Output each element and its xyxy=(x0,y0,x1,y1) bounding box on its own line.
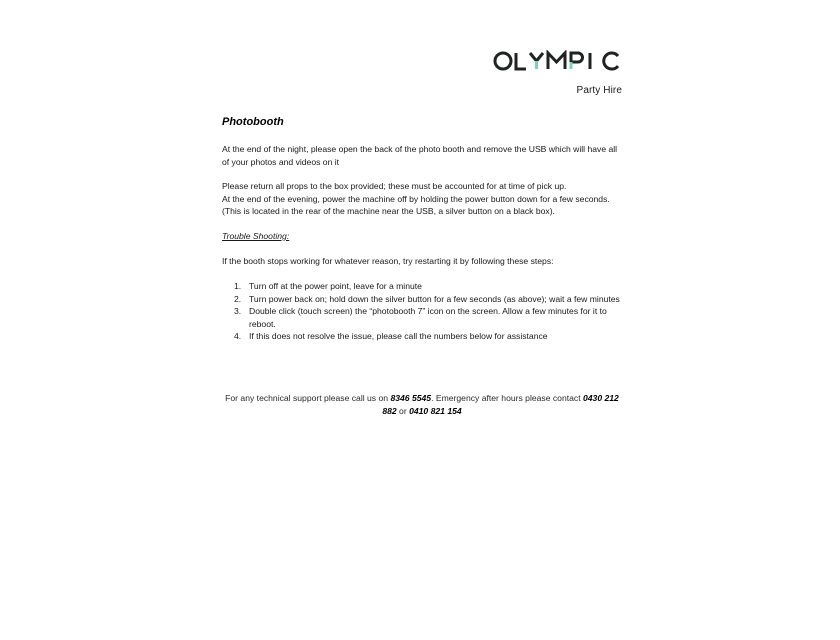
footer-text-or: or xyxy=(396,405,410,416)
paragraph-power-off: At the end of the evening, power the machine off by holding the power button down for a few seconds. (This is located in the rear of the machine near the USB, a silver button on a black box). xyxy=(222,193,610,216)
paragraph-usb: At the end of the night, please open the back of the photo booth and remove the USB which will have all of your photos and videos on it xyxy=(222,144,618,167)
troubleshooting-steps xyxy=(222,280,622,343)
step-number: 3. xyxy=(234,306,242,316)
step-text: Double click (touch screen) the “photobooth 7” icon on the screen. Allow a few minutes for it to reboot. xyxy=(249,306,607,329)
footer-text-middle: . Emergency after hours please contact xyxy=(431,393,583,403)
support-phone-number: 8346 5545 xyxy=(390,393,432,403)
page-heading: Photobooth xyxy=(222,116,284,128)
list-item xyxy=(222,305,622,330)
troubleshooting-label: Trouble Shooting: xyxy=(222,231,290,241)
paragraph-props: Please return all props to the box provided; these must be accounted for at time of pick up. xyxy=(222,181,567,191)
list-item xyxy=(222,280,622,293)
step-number: 2. xyxy=(234,293,242,304)
company-subtitle: Party Hire xyxy=(576,85,622,96)
emergency-phone-number-1: 0430 212 882 xyxy=(382,393,619,416)
olympic-logo xyxy=(493,50,622,72)
troubleshooting-intro: If the booth stops working for whatever reason, try restarting it by following these steps: xyxy=(222,256,554,266)
emergency-phone-number-2: 0410 821 154 xyxy=(409,405,462,416)
list-item xyxy=(222,330,622,343)
footer-text-before: For any technical support please call us on xyxy=(225,393,391,403)
step-text: Turn off at the power point, leave for a minute xyxy=(249,281,422,291)
olympic-wordmark-logo-icon xyxy=(493,50,622,72)
step-text: Turn power back on; hold down the silver button for a few seconds (as above); wait a few minutes xyxy=(249,293,620,304)
step-number: 1. xyxy=(234,281,242,291)
list-item xyxy=(222,293,622,306)
support-footer xyxy=(222,392,622,417)
step-number: 4. xyxy=(234,331,242,341)
step-text: If this does not resolve the issue, please call the numbers below for assistance xyxy=(249,331,548,341)
